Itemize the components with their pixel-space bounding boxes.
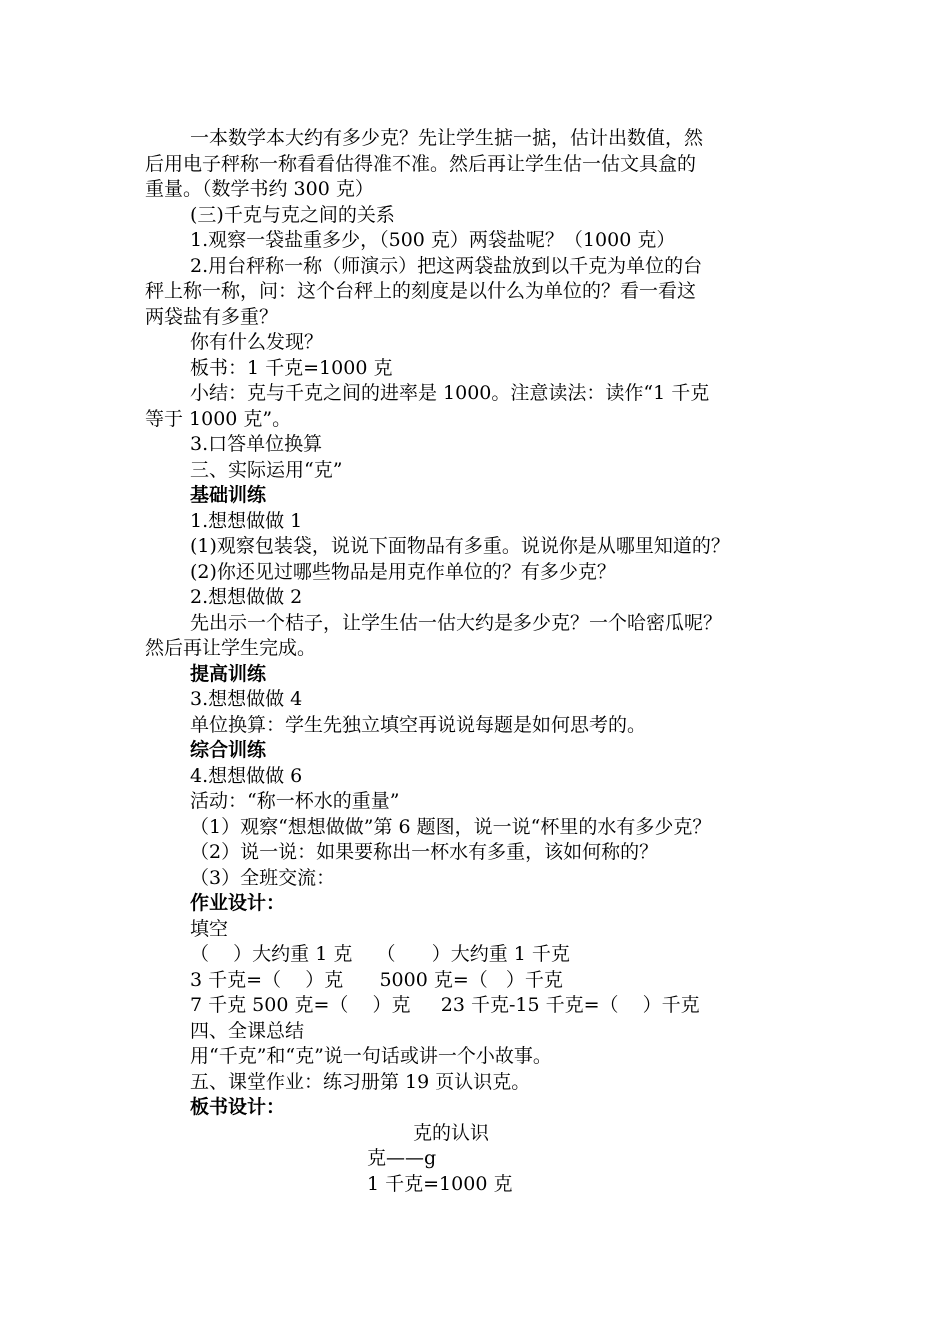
text-line: 填空	[190, 918, 229, 940]
section-heading: 四、全课总结	[190, 1020, 305, 1042]
text-line: 小结：克与千克之间的进率是 1000。注意读法：读作“1 千克	[190, 382, 710, 404]
text-line: （2）说一说：如果要称出一杯水有多重，该如何称的？	[190, 841, 659, 863]
text-line: 然后再让学生完成。	[145, 637, 317, 659]
bold-heading: 提高训练	[190, 663, 267, 685]
text-line: 后用电子秤称一称看看估得准不准。然后再让学生估一估文具盒的	[145, 153, 697, 175]
text-line: (1)观察包装袋，说说下面物品有多重。说说你是从哪里知道的？	[190, 535, 730, 557]
text-line: 4.想想做做 6	[190, 765, 303, 787]
bold-heading: 基础训练	[190, 484, 267, 506]
text-line: 单位换算：学生先独立填空再说说每题是如何思考的。	[190, 714, 647, 736]
bold-heading: 综合训练	[190, 739, 267, 761]
text-line: 1.观察一袋盐重多少，（500 克）两袋盐呢？（1000 克）	[190, 229, 676, 251]
board-title: 克的认识	[413, 1122, 490, 1144]
text-line: 重量。（数学书约 300 克）	[145, 178, 374, 200]
text-line: （1）观察“想想做做”第 6 题图，说一说“杯里的水有多少克？	[190, 816, 712, 838]
section-heading: 三、实际运用“克”	[190, 459, 343, 481]
section-heading: (三)千克与克之间的关系	[190, 204, 395, 226]
board-line: 1 千克=1000 克	[367, 1173, 513, 1195]
text-line: 板书：1 千克=1000 克	[190, 357, 393, 379]
text-line: 先出示一个桔子，让学生估一估大约是多少克？一个哈密瓜呢？	[190, 612, 723, 634]
text-line: （ ）大约重 1 克 （ ）大约重 1 千克	[190, 943, 570, 965]
text-line: 一本数学本大约有多少克？先让学生掂一掂，估计出数值，然	[190, 127, 704, 149]
text-line: 等于 1000 克”。	[145, 408, 292, 430]
text-line: 活动：“称一杯水的重量”	[190, 790, 400, 812]
text-line: 秤上称一称，问：这个台秤上的刻度是以什么为单位的？看一看这	[145, 280, 697, 302]
text-line: 用“千克”和“克”说一句话或讲一个小故事。	[190, 1045, 552, 1067]
text-line: 7 千克 500 克=（ ）克 23 千克-15 千克=（ ）千克	[190, 994, 700, 1016]
bold-heading: 板书设计：	[190, 1096, 286, 1118]
text-line: 你有什么发现？	[190, 331, 324, 353]
text-line: 1.想想做做 1	[190, 510, 303, 532]
text-line: （3）全班交流：	[190, 867, 336, 889]
board-line: 克——g	[367, 1147, 437, 1169]
bold-heading: 作业设计：	[190, 892, 286, 914]
text-line: 2.用台秤称一称（师演示）把这两袋盐放到以千克为单位的台	[190, 255, 703, 277]
text-line: 3 千克=（ ）克 5000 克=（ ）千克	[190, 969, 563, 991]
section-heading: 五、课堂作业：练习册第 19 页认识克。	[190, 1071, 531, 1093]
text-line: 两袋盐有多重？	[145, 306, 279, 328]
text-line: 3.想想做做 4	[190, 688, 303, 710]
text-line: (2)你还见过哪些物品是用克作单位的？有多少克？	[190, 561, 616, 583]
text-line: 2.想想做做 2	[190, 586, 303, 608]
text-line: 3.口答单位换算	[190, 433, 323, 455]
